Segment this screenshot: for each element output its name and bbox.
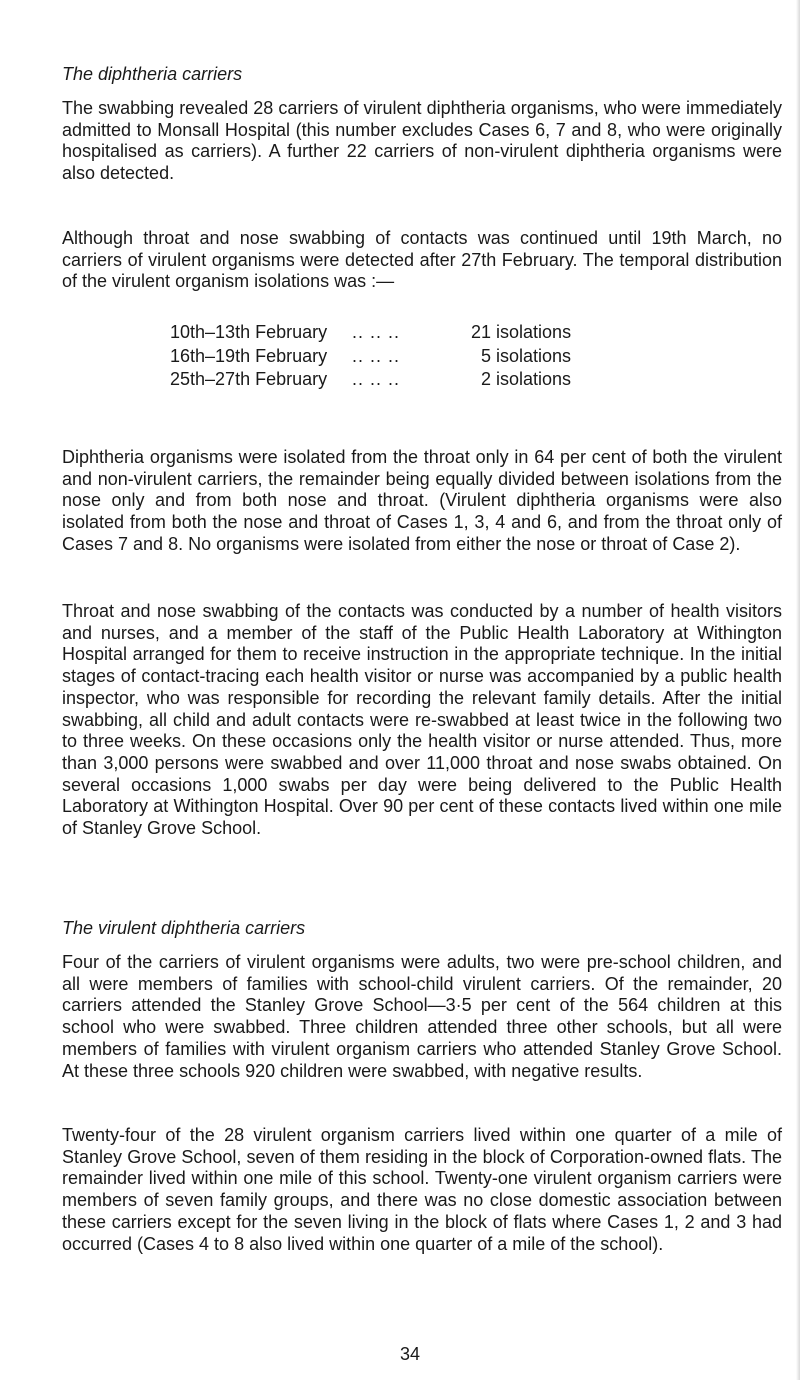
isolation-period: 16th–19th February: [170, 345, 328, 366]
section-heading-virulent-carriers: The virulent diphtheria carriers: [62, 918, 306, 938]
dot-leader: .. .. ..: [352, 322, 401, 342]
page-number: 34: [399, 1344, 421, 1364]
isolation-row: [170, 345, 690, 369]
paragraph-swabbing-continued: Although throat and nose swabbing of contacts was continued until 19th March, no carriers of virulent organisms were detected after 27th February. The temporal distribution of the virulent organism isolations was :—: [62, 228, 782, 292]
paragraph-swabbing-results: The swabbing revealed 28 carriers of virulent diphtheria organisms, who were immediately admitted to Monsall Hospital (this number excludes Cases 6, 7 and 8, who were originally hospitalised as carriers). A further 22 carriers of non-virulent diphtheria organisms were also detected.: [62, 98, 782, 184]
paragraph-carrier-residence: Twenty-four of the 28 virulent organism carriers lived within one quarter of a mile of Stanley Grove School, seven of them residing in the block of Corporation-owned flats. The remainder lived within one mile of this school. Twenty-one virulent organism carriers were members of seven family groups, and there was no close domestic association between these carriers except for the seven living in the block of flats where Cases 1, 2 and 3 had occurred (Cases 4 to 8 also lived within one quarter of a mile of the school).: [62, 1125, 782, 1254]
dot-leader: .. .. ..: [352, 345, 401, 366]
paragraph-isolation-sites: Diphtheria organisms were isolated from the throat only in 64 per cent of both the virulent and non-virulent carriers, the remainder being equally divided between isolations from the nose only and from both nose and throat. (Virulent diphtheria organisms were also isolated from both the nose and throat of Cases 1, 3, 4 and 6, and from the throat only of Cases 7 and 8. No organisms were isolated from either the nose or throat of Case 2).: [62, 447, 782, 554]
isolation-count: 21 isolations: [471, 322, 572, 342]
isolation-count: 2 isolations: [481, 369, 572, 389]
isolation-row: [170, 321, 690, 345]
isolations-list: [170, 321, 690, 392]
isolation-row: [170, 368, 690, 392]
page-edge-shadow: [796, 0, 800, 1380]
paragraph-swabbing-procedure: Throat and nose swabbing of the contacts was conducted by a number of health visitors and nurses, and a member of the staff of the Public Health Laboratory at Withington Hospital arranged for them to receive instruction in the appropriate technique. In the initial stages of contact-tracing each health visitor or nurse was accompanied by a public health inspector, who was responsible for recording the relevant family details. After the initial swabbing, all child and adult contacts were re-swabbed at least twice in the following two to three weeks. On these occasions only the health visitor or nurse attended. Thus, more than 3,000 persons were swabbed and over 11,000 throat and nose swabs obtained. On several occasions 1,000 swabs per day were being delivered to the Public Health Laboratory at Withington Hospital. Over 90 per cent of these contacts lived within one mile of Stanley Grove School.: [62, 601, 782, 839]
section-heading-carriers: The diphtheria carriers: [62, 64, 243, 84]
paragraph-carrier-demographics: Four of the carriers of virulent organisms were adults, two were pre-school children, and all were members of families with school-child virulent carriers. Of the remainder, 20 carriers attended the Stanley Grove School—3·5 per cent of the 564 children at this school who were swabbed. Three children attended three other schools, but all were members of families with virulent organism carriers who attended Stanley Grove School. At these three schools 920 children were swabbed, with negative results.: [62, 952, 782, 1081]
isolation-count: 5 isolations: [481, 345, 572, 366]
isolation-period: 10th–13th February: [170, 322, 328, 342]
isolation-period: 25th–27th February: [170, 369, 328, 389]
dot-leader: .. .. ..: [352, 369, 401, 389]
